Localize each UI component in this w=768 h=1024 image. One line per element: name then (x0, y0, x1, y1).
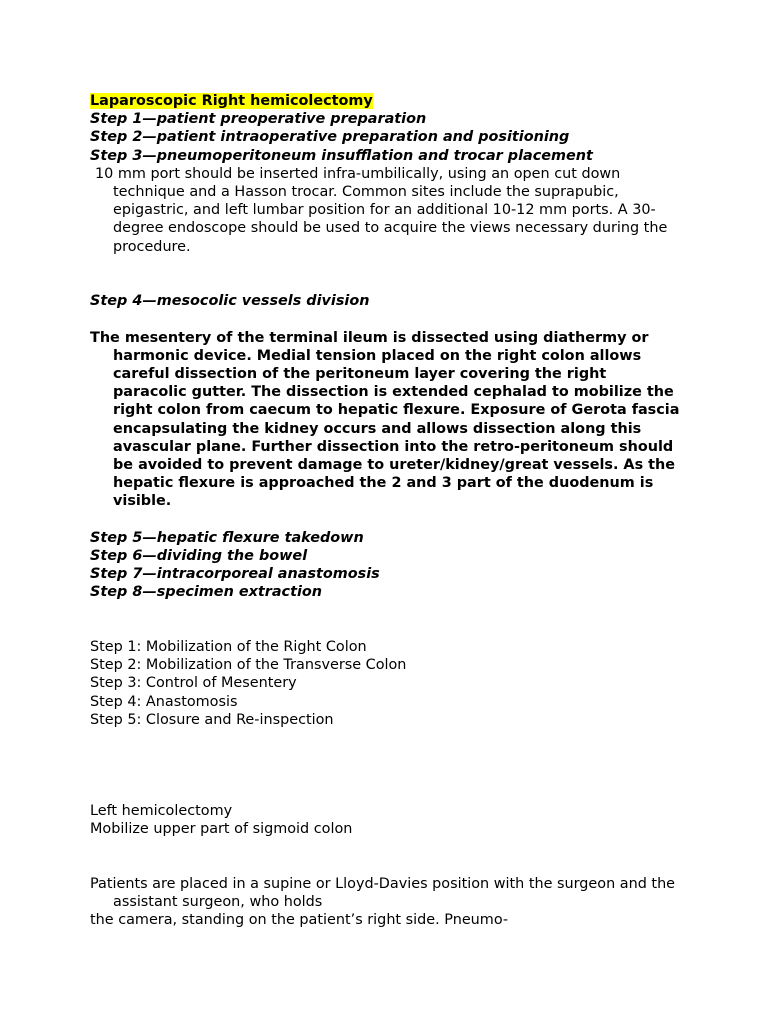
port-paragraph: 10 mm port should be inserted infra-umbilically, using an open cut down technique and a Hasson trocar. Common sites include the suprapubic, epigastric, and left lumbar position for an additional 10-12 mm ports. A 30-degree endoscope should be used to acquire the views necessary during the procedure. (95, 165, 668, 255)
step-heading: Step 8—specimen extraction (90, 584, 323, 601)
step-heading: Step 6—dividing the bowel (90, 548, 308, 565)
spacer (90, 602, 680, 638)
spacer (90, 310, 680, 328)
step-list-item: Step 1: Mobilization of the Right Colon (90, 639, 367, 656)
spacer (90, 729, 680, 802)
step-heading: Step 1—patient preoperative preparation (90, 111, 427, 128)
step-heading: Step 7—intracorporeal anastomosis (90, 566, 380, 583)
camera-paragraph: the camera, standing on the patient’s right side. Pneumo- (90, 912, 509, 929)
step-heading: Step 4—mesocolic vessels division (90, 293, 370, 310)
left-hemicolectomy-subtitle: Mobilize upper part of sigmoid colon (90, 821, 353, 838)
step-list-item: Step 3: Control of Mesentery (90, 675, 297, 692)
mesentery-paragraph: The mesentery of the terminal ileum is dissected using diathermy or harmonic device. Medial tension placed on the right colon allows careful dissection of the peritoneum layer covering the right paracolic gutter. The dissection is extended cephalad to mobilize the right colon from caecum to hepatic flexure. Exposure of Gerota fascia encapsulating the kidney occurs and allows dissection along this avascular plane. Further dissection into the retro-peritoneum should be avoided to prevent damage to ureter/kidney/great vessels. As the hepatic flexure is approached the 2 and 3 part of the duodenum is visible. (90, 329, 680, 510)
step-heading: Step 2—patient intraoperative preparation and positioning (90, 129, 570, 146)
document-page (90, 92, 680, 929)
spacer (90, 511, 680, 529)
spacer (90, 256, 680, 292)
patients-paragraph: Patients are placed in a supine or Lloyd-Davies position with the surgeon and the assistant surgeon, who holds (90, 875, 676, 910)
step-list-item: Step 4: Anastomosis (90, 693, 238, 710)
document-title (90, 92, 680, 110)
spacer (90, 838, 680, 874)
step-list-item: Step 5: Closure and Re-inspection (90, 711, 334, 728)
title-highlight: Laparoscopic Right hemicolectomy (90, 93, 373, 109)
step-list-item: Step 2: Mobilization of the Transverse Colon (90, 657, 407, 674)
step-heading: Step 3—pneumoperitoneum insufflation and trocar placement (90, 147, 593, 164)
step-heading: Step 5—hepatic flexure takedown (90, 529, 364, 546)
left-hemicolectomy-title: Left hemicolectomy (90, 802, 233, 819)
